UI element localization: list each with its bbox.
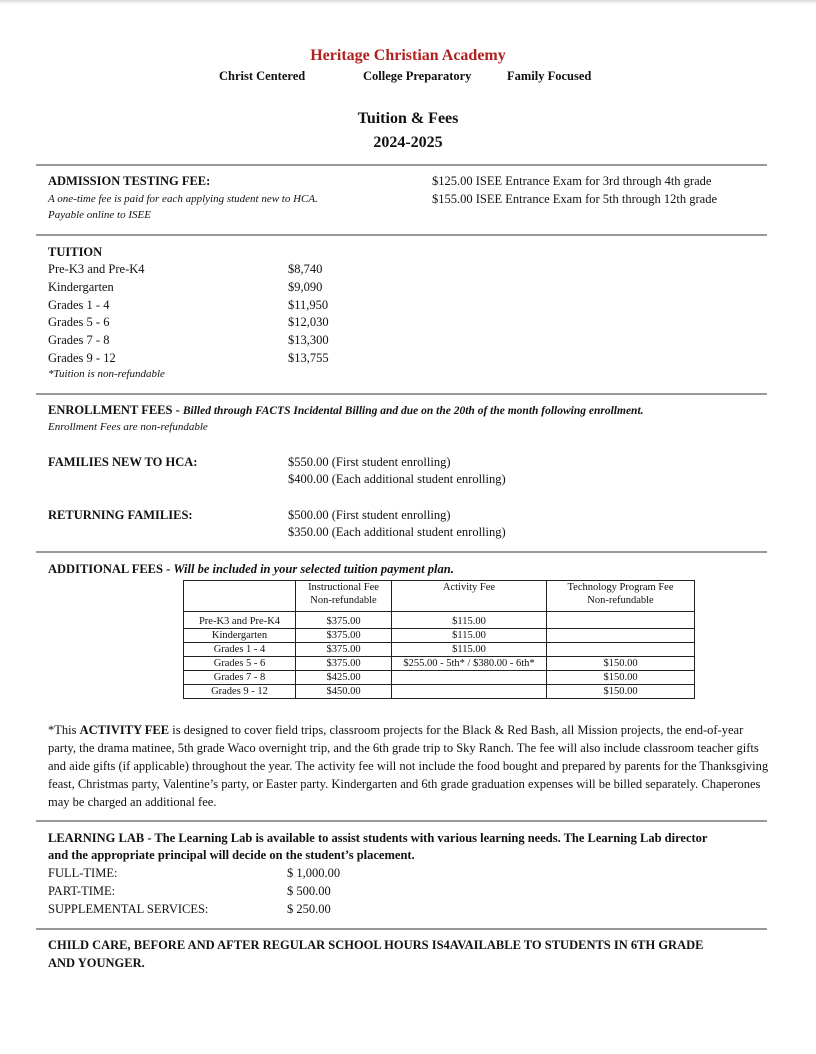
instructional-fee-cell: $375.00: [296, 643, 392, 657]
grade-cell: Grades 7 - 8: [184, 671, 296, 685]
school-year: 2024-2025: [373, 134, 443, 151]
activity-fee-cell: $115.00: [392, 643, 547, 657]
returning-families-fee: $350.00 (Each additional student enrolling): [288, 525, 506, 539]
header-line: Non-refundable: [310, 595, 377, 606]
new-families-fee: $400.00 (Each additional student enrolling): [288, 472, 506, 486]
section-divider: [36, 551, 767, 553]
tuition-grade: Grades 7 - 8: [48, 333, 110, 347]
admission-heading: ADMISSION TESTING FEE:: [48, 174, 211, 188]
activity-note-keyword: ACTIVITY FEE: [79, 723, 170, 737]
tuition-grade: Kindergarten: [48, 280, 114, 294]
grade-cell: Grades 9 - 12: [184, 685, 296, 699]
child-care-note: CHILD CARE, BEFORE AND AFTER REGULAR SCHOOL HOURS IS4AVAILABLE TO STUDENTS IN 6TH GRADE: [48, 938, 704, 952]
page-top-shadow: [0, 0, 816, 4]
instructional-fee-cell: $425.00: [296, 671, 392, 685]
table-header-cell: [296, 581, 392, 612]
section-divider: [36, 928, 767, 930]
enrollment-note: Enrollment Fees are non-refundable: [48, 421, 208, 433]
tuition-grade: Pre-K3 and Pre-K4: [48, 262, 145, 276]
additional-fees-table: [183, 580, 695, 699]
tuition-amount: $9,090: [288, 280, 323, 294]
grade-cell: Pre-K3 and Pre-K4: [184, 612, 296, 629]
learning-lab-heading-continued: and the appropriate principal will decide on the student’s placement.: [48, 848, 415, 862]
activity-fee-cell: [392, 685, 547, 699]
tuition-amount: $11,950: [288, 298, 329, 312]
table-header-cell: [184, 581, 296, 612]
child-care-note-continued: AND YOUNGER.: [48, 956, 145, 970]
activity-fee-cell: $115.00: [392, 629, 547, 643]
header-line: Activity Fee: [442, 582, 496, 593]
grade-cell: Grades 5 - 6: [184, 657, 296, 671]
grade-cell: Grades 1 - 4: [184, 643, 296, 657]
header-line: Instructional Fee: [308, 582, 379, 593]
activity-note-prefix: *This: [48, 723, 80, 737]
learning-lab-amount: $ 250.00: [287, 902, 331, 916]
tuition-amount: $8,740: [288, 262, 323, 276]
table-header-cell: [547, 581, 695, 612]
table-row: [184, 685, 695, 699]
tuition-grade: Grades 1 - 4: [48, 298, 110, 312]
admission-note: A one-time fee is paid for each applying student new to HCA.: [48, 193, 318, 205]
grade-cell: Kindergarten: [184, 629, 296, 643]
tuition-amount: $13,755: [288, 351, 329, 365]
new-families-label: FAMILIES NEW TO HCA:: [48, 455, 198, 469]
returning-families-fee: $500.00 (First student enrolling): [288, 508, 451, 522]
tuition-note: *Tuition is non-refundable: [48, 368, 165, 380]
additional-fees-heading-detail: Will be included in your selected tuition payment plan.: [173, 562, 454, 576]
admission-fee-3-4: $125.00 ISEE Entrance Exam for 3rd through 4th grade: [432, 174, 712, 188]
admission-fee-5-12: $155.00 ISEE Entrance Exam for 5th through 12th grade: [432, 192, 717, 206]
table-row: [184, 643, 695, 657]
admission-payable-note: Payable online to ISEE: [48, 209, 151, 221]
header-line: Technology Program Fee: [567, 582, 674, 593]
section-divider: [36, 820, 767, 822]
technology-fee-cell: [547, 643, 695, 657]
activity-note-text: is designed to cover field trips, classroom projects for the Black & Red Bash, all Mission projects, the end-of-year party, the drama matinee, 5th grade Waco overnight trip, and the 6th grade trip to Sky Ranch. The fee will also include classroom teacher gifts and aide gifts (if applicable) throughout the year. The activity fee will not include the food bought and prepared by parents for the Thanksgiving feast, Christmas party, Valentine’s party, or Easter party. Kindergarten and 6th grade graduation expenses will be billed separately. Chaperones may be charged an additional fee.: [48, 723, 769, 809]
instructional-fee-cell: $375.00: [296, 612, 392, 629]
learning-lab-label: PART-TIME:: [48, 884, 116, 898]
activity-fee-cell: $255.00 - 5th* / $380.00 - 6th*: [392, 657, 547, 671]
table-header-cell: [392, 581, 547, 612]
tuition-amount: $13,300: [288, 333, 329, 347]
tagline-college-preparatory: College Preparatory: [363, 69, 472, 83]
activity-fee-cell: [392, 671, 547, 685]
section-divider: [36, 164, 767, 166]
activity-fee-note: [48, 721, 772, 811]
learning-lab-label: FULL-TIME:: [48, 866, 118, 880]
new-families-fee: $550.00 (First student enrolling): [288, 455, 451, 469]
page-title: Tuition & Fees: [357, 110, 459, 127]
table-row: [184, 657, 695, 671]
tuition-grade: Grades 5 - 6: [48, 315, 110, 329]
technology-fee-cell: [547, 629, 695, 643]
tuition-grade: Grades 9 - 12: [48, 351, 116, 365]
school-name: Heritage Christian Academy: [310, 47, 506, 64]
enrollment-heading-label: ENROLLMENT FEES -: [48, 403, 183, 417]
learning-lab-amount: $ 1,000.00: [287, 866, 341, 880]
tagline-christ-centered: Christ Centered: [219, 69, 306, 83]
instructional-fee-cell: $375.00: [296, 657, 392, 671]
technology-fee-cell: $150.00: [547, 685, 695, 699]
tagline-family-focused: Family Focused: [507, 69, 592, 83]
tuition-heading: TUITION: [48, 245, 103, 259]
returning-families-label: RETURNING FAMILIES:: [48, 508, 193, 522]
additional-fees-heading-label: ADDITIONAL FEES -: [48, 562, 174, 576]
instructional-fee-cell: $375.00: [296, 629, 392, 643]
table-header-row: [184, 581, 695, 612]
additional-fees-heading: [48, 561, 454, 579]
activity-fee-cell: $115.00: [392, 612, 547, 629]
instructional-fee-cell: $450.00: [296, 685, 392, 699]
table-row: [184, 629, 695, 643]
learning-lab-amount: $ 500.00: [287, 884, 331, 898]
technology-fee-cell: [547, 612, 695, 629]
table-row: [184, 671, 695, 685]
section-divider: [36, 393, 767, 395]
learning-lab-heading: LEARNING LAB - The Learning Lab is available to assist students with various learning needs. The Learning Lab director: [48, 831, 708, 845]
tuition-amount: $12,030: [288, 315, 329, 329]
section-divider: [36, 234, 767, 236]
table-row: [184, 612, 695, 629]
enrollment-heading: [48, 402, 644, 421]
technology-fee-cell: $150.00: [547, 657, 695, 671]
technology-fee-cell: $150.00: [547, 671, 695, 685]
enrollment-heading-detail: Billed through FACTS Incidental Billing and due on the 20th of the month following enrollment.: [182, 405, 644, 417]
header-line: Non-refundable: [587, 595, 654, 606]
learning-lab-label: SUPPLEMENTAL SERVICES:: [48, 902, 209, 916]
